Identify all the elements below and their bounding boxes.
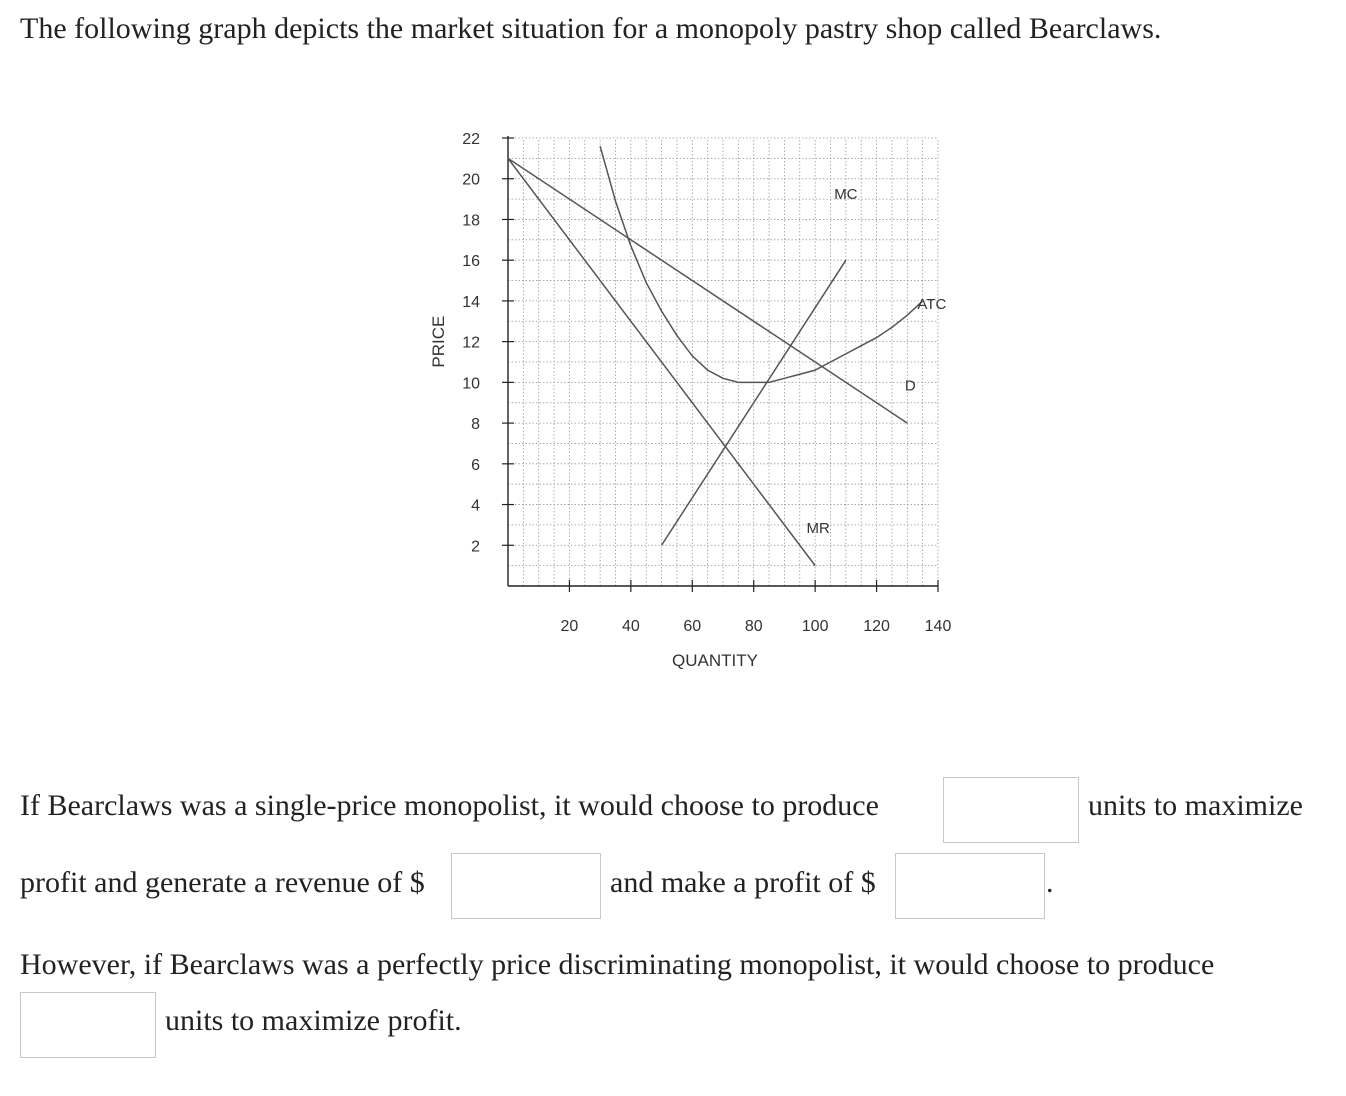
y-axis-title: PRICE [429,315,448,368]
x-tick-label: 20 [560,618,579,635]
series-mc-curve [662,260,846,545]
question-line1-b: units to maximize [1088,789,1303,822]
x-tick-label: 120 [863,618,890,635]
y-tick-label: 2 [471,538,480,556]
period: . [1046,866,1054,899]
x-tick-label: 80 [744,618,763,635]
y-tick-label: 16 [462,253,480,271]
x-axis-title: QUANTITY [672,651,758,670]
curves [508,146,923,565]
x-tick-label: 60 [683,618,702,635]
revenue-input[interactable] [451,853,601,919]
series-atc-curve [600,146,923,382]
curve-label-mc: MC [834,186,858,204]
intro-text: The following graph depicts the market situation for a monopoly pastry shop called Bearclaws. [20,12,1162,45]
question-line1-a: If Bearclaws was a single-price monopolist, it would choose to produce [20,789,879,822]
y-tick-label: 20 [462,171,480,189]
grid-lines [508,138,938,586]
question-line4: units to maximize profit. [165,1004,462,1037]
market-chart [420,110,980,690]
y-tick-label: 14 [462,293,480,311]
profit-input[interactable] [895,853,1045,919]
x-tick-label: 140 [924,618,952,635]
ppd-quantity-input[interactable] [20,992,156,1058]
quantity-input[interactable] [943,777,1079,843]
question-line2-a: profit and generate a revenue of $ [20,866,425,899]
y-tick-label: 10 [462,375,480,393]
question-line2-b: and make a profit of $ [610,866,876,899]
y-tick-label: 22 [462,131,480,148]
x-tick-label: 100 [801,618,829,635]
y-tick-label: 18 [462,212,480,230]
curve-label-d: D [904,377,916,395]
y-tick-label: 6 [471,456,480,474]
question-line3: However, if Bearclaws was a perfectly price discriminating monopolist, it would choose to produce [20,948,1215,981]
curve-label-atc: ATC [917,296,947,314]
y-tick-label: 8 [471,416,480,434]
x-tick-label: 40 [621,618,640,635]
y-tick-label: 12 [462,334,480,352]
curve-label-mr: MR [806,520,830,538]
y-tick-label: 4 [471,497,480,515]
